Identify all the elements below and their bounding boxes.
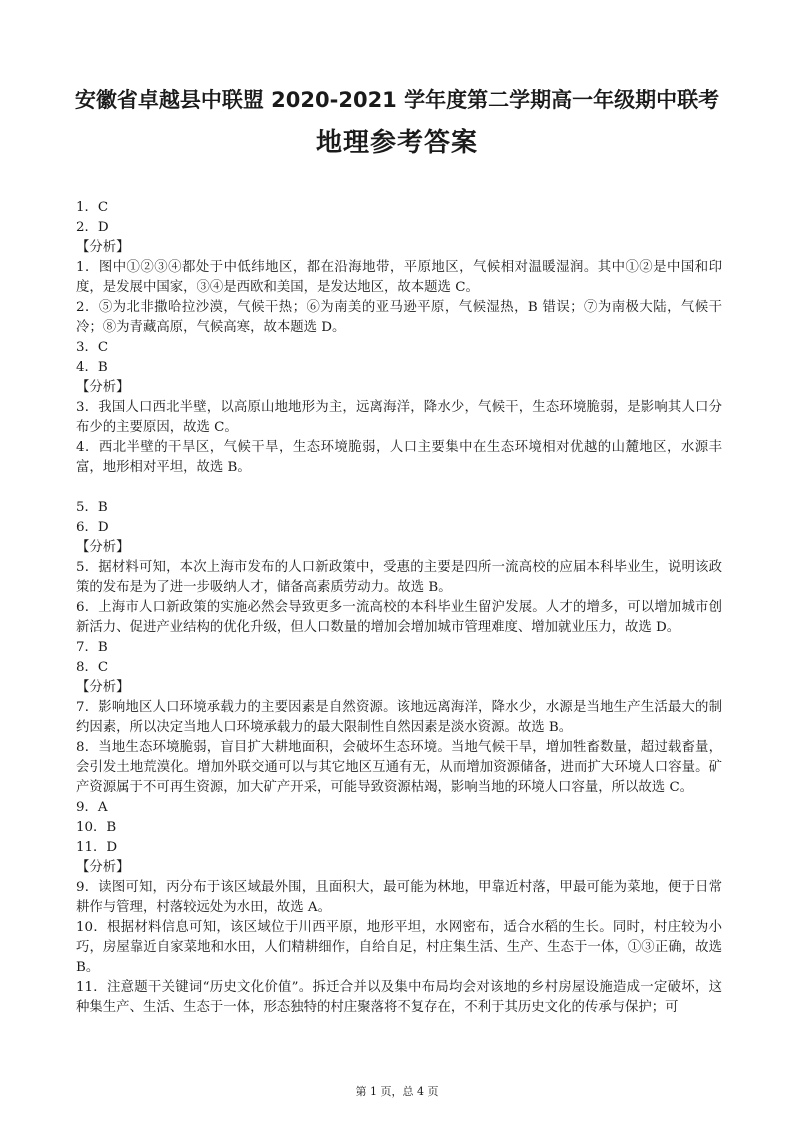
answer-line: 4．B: [76, 360, 108, 375]
analysis-paragraph: 9．读图可知，丙分布于该区域最外围，且面积大，最可能为林地，甲靠近村落，甲最可能为菜地，便于日常耕作与管理，村落较远处为水田，故选 A。: [76, 880, 722, 915]
answer-line: 7．B: [76, 640, 108, 655]
page-number: 第 1 页，总 4 页: [355, 1085, 439, 1098]
answer-line: 5．B: [76, 500, 108, 515]
analysis-paragraph: 4．西北半壁的干旱区，气候干旱，生态环境脆弱，人口主要集中在生态环境相对优越的山麓地区，水源丰富，地形相对平坦，故选 B。: [76, 440, 722, 475]
analysis-heading: 【分析】: [76, 540, 130, 555]
analysis-paragraph: 6．上海市人口新政策的实施必然会导致更多一流高校的本科毕业生留沪发展。人才的增多，可以增加城市创新活力、促进产业结构的优化升级，但人口数量的增加会增加城市管理难度、增加就业压力，故选 D。: [76, 600, 722, 635]
analysis-paragraph: 5．据材料可知，本次上海市发布的人口新政策中，受惠的主要是四所一流高校的应届本科毕业生，说明该政策的发布是为了进一步吸纳人才，储备高素质劳动力。故选 B。: [76, 560, 722, 595]
analysis-heading: 【分析】: [76, 680, 130, 695]
answer-line: 11．D: [76, 840, 118, 855]
answer-line: 10．B: [76, 820, 117, 835]
analysis-heading: 【分析】: [76, 240, 130, 255]
analysis-paragraph: 1．图中①②③④都处于中低纬地区，都在沿海地带，平原地区，气候相对温暖湿润。其中①②是中国和印度，是发展中国家，③④是西欧和美国，是发达地区，故本题选 C。: [76, 260, 722, 295]
analysis-heading: 【分析】: [76, 860, 130, 875]
answer-line: 1．C: [76, 200, 109, 215]
document-subtitle: 地理参考答案: [315, 128, 478, 158]
analysis-paragraph: 7．影响地区人口环境承载力的主要因素是自然资源。该地远离海洋，降水少，水源是当地生产生活最大的制约因素，所以决定当地人口环境承载力的最大限制性自然因素是淡水资源。故选 B。: [76, 700, 722, 735]
answer-content: [76, 198, 722, 1018]
document-title: 安徽省卓越县中联盟 2020-2021 学年度第二学期高一年级期中联考: [74, 88, 720, 112]
answer-line: 3．C: [76, 340, 109, 355]
answer-line: 6．D: [76, 520, 109, 535]
analysis-paragraph: 2．⑤为北非撒哈拉沙漠，气候干热；⑥为南美的亚马逊平原，气候湿热，B 错误；⑦为南极大陆，气候干冷；⑧为青藏高原，气候高寒，故本题选 D。: [76, 300, 722, 335]
answer-line: 8．C: [76, 660, 109, 675]
answer-line: 2．D: [76, 220, 109, 235]
spacer: [76, 478, 722, 498]
analysis-heading: 【分析】: [76, 380, 130, 395]
answer-line: 9．A: [76, 800, 108, 815]
analysis-paragraph: 8．当地生态环境脆弱，盲目扩大耕地面积，会破坏生态环境。当地气候干旱，增加牲畜数量，超过载畜量，会引发土地荒漠化。增加外联交通可以与其它地区互通有无，从而增加资源储备，进而扩大环境人口容量。矿产资源属于不可再生资源，加大矿产开采，可能导致资源枯竭，影响当地的环境人口容量，所以故选 C。: [76, 740, 722, 795]
analysis-paragraph: 10．根据材料信息可知，该区域位于川西平原，地形平坦，水网密布，适合水稻的生长。同时，村庄较为小巧，房屋靠近自家菜地和水田，人们精耕细作，自给自足，村庄集生活、生产、生态于一体，①③正确，故选 B。: [76, 920, 722, 975]
analysis-paragraph: 11．注意题干关键词“历史文化价值”。拆迁合并以及集中布局均会对该地的乡村房屋设施造成一定破坏，这种集生产、生活、生态于一体，形态独特的村庄聚落将不复存在，不利于其历史文化的传承与保护；可: [76, 980, 722, 1015]
analysis-paragraph: 3．我国人口西北半壁，以高原山地地形为主，远离海洋，降水少，气候干，生态环境脆弱，是影响其人口分布少的主要原因，故选 C。: [76, 400, 722, 435]
